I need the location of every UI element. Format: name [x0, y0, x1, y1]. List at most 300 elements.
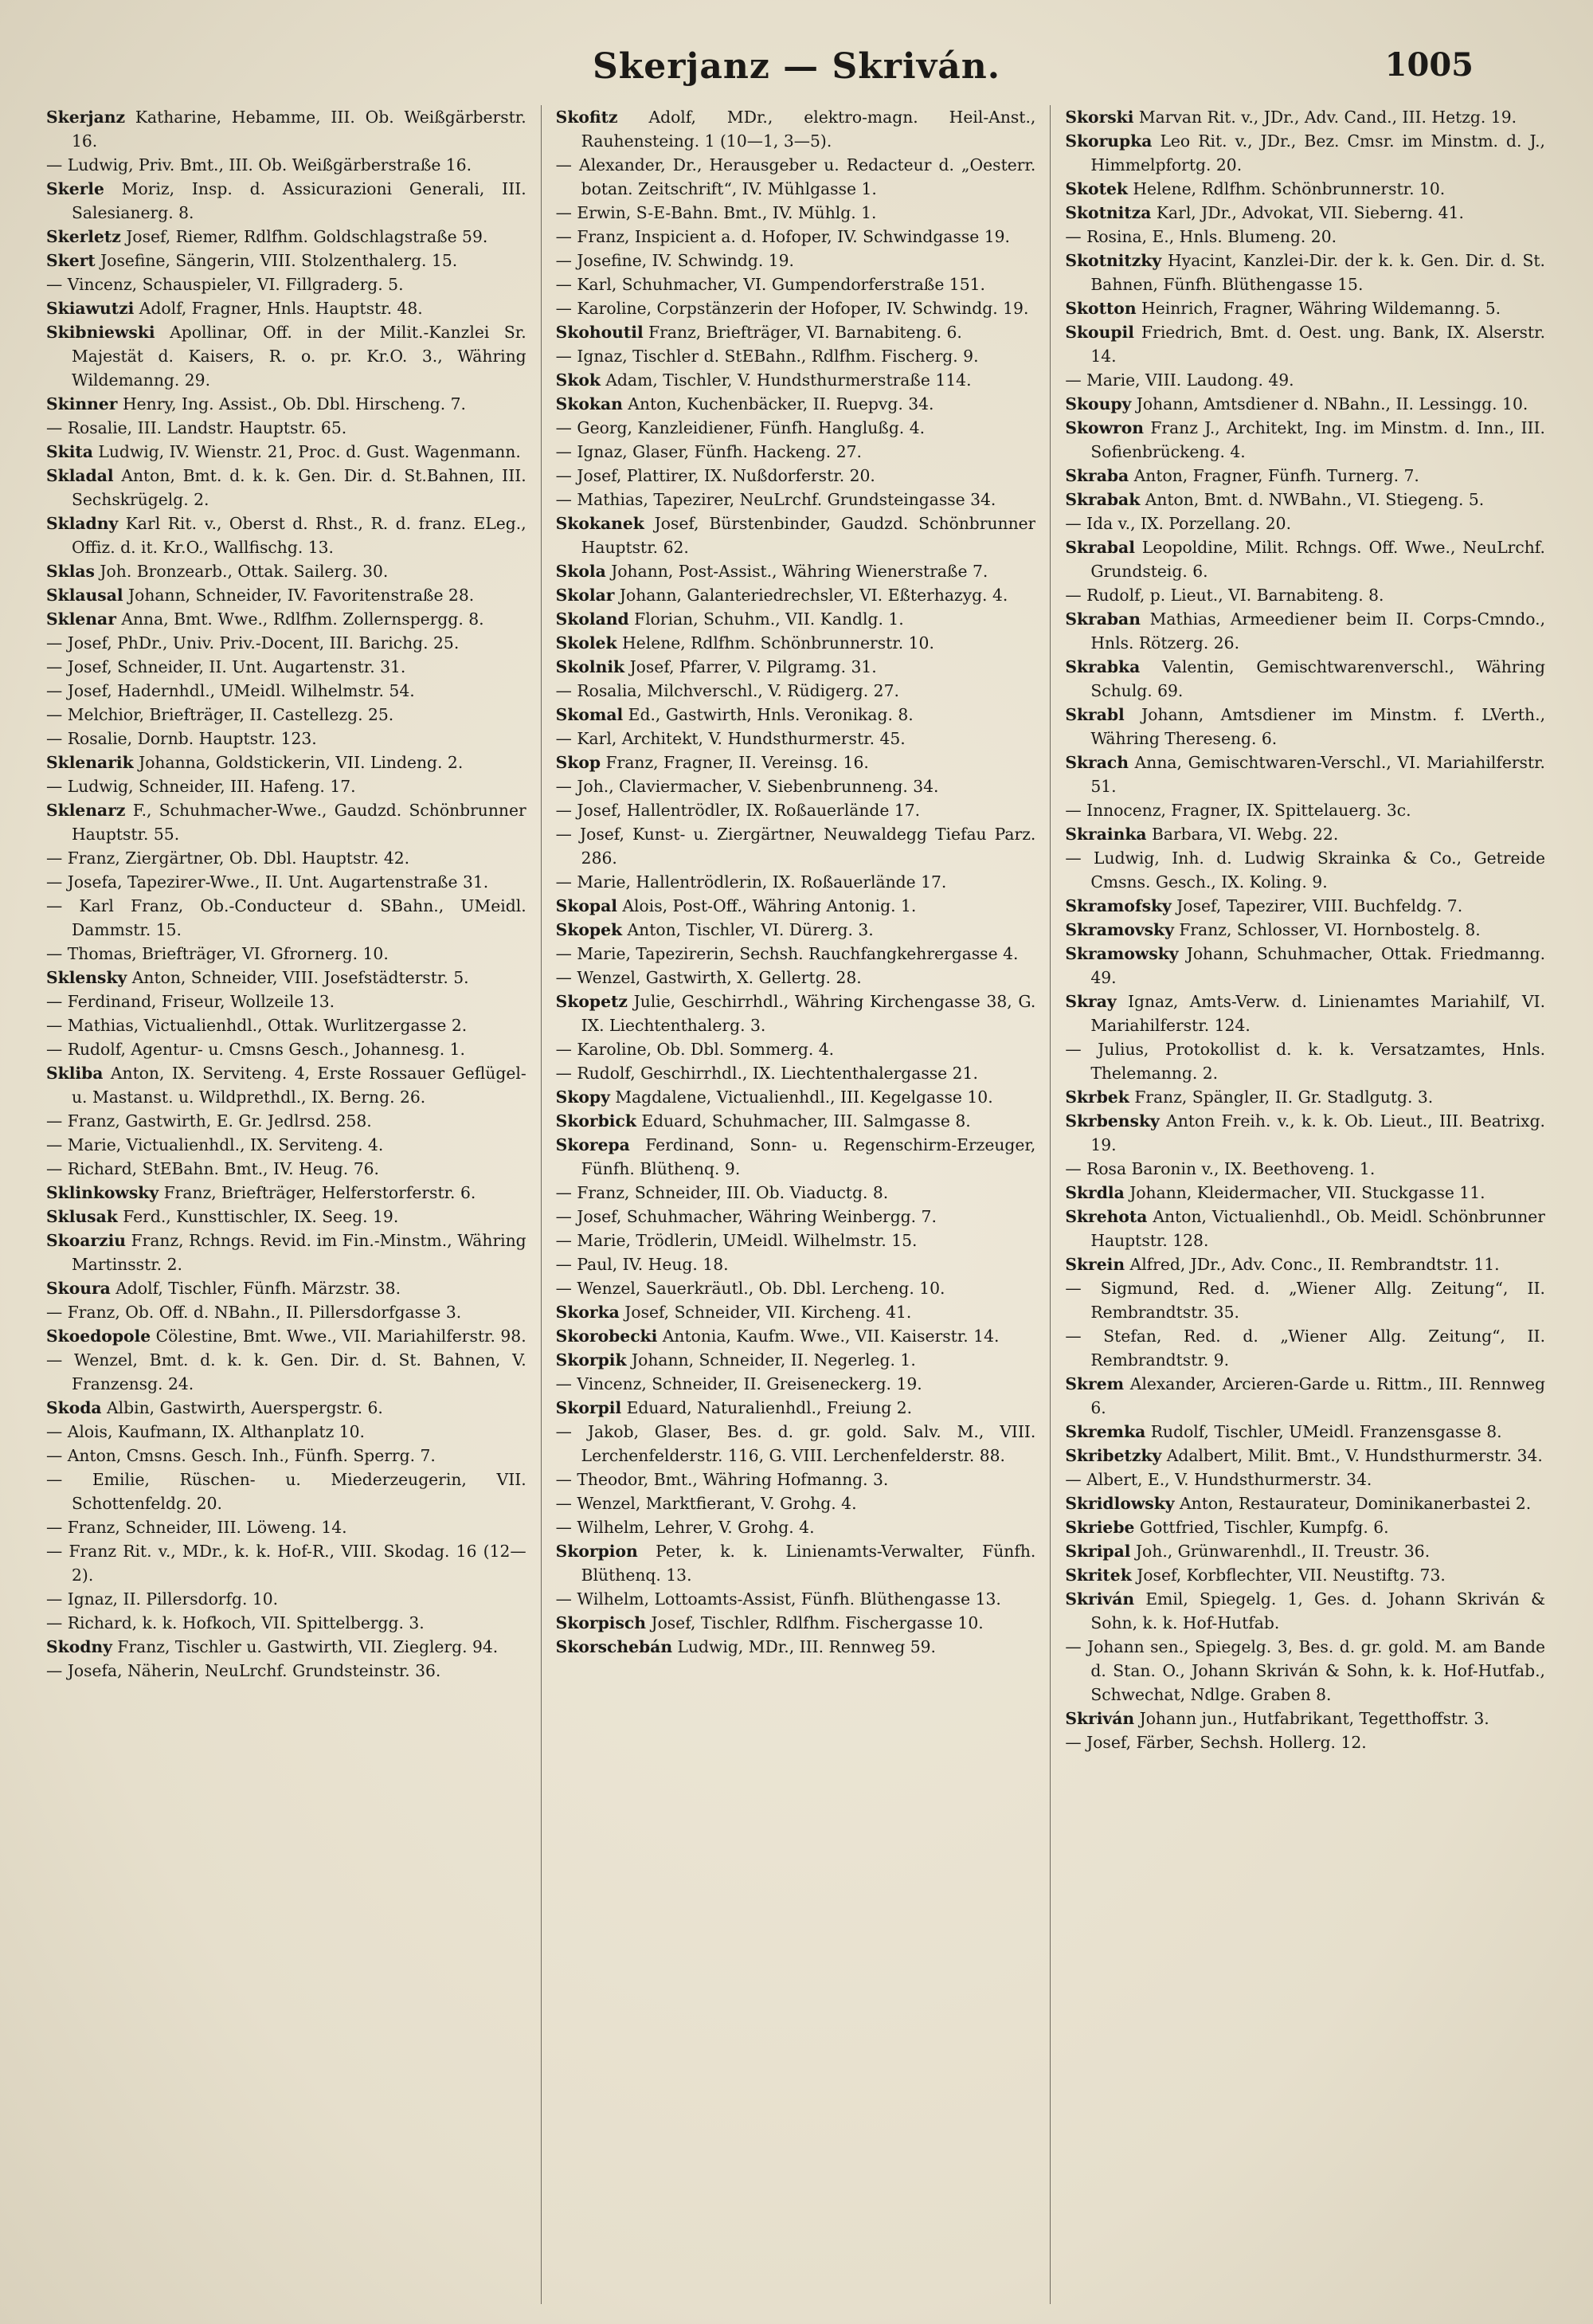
- directory-entry: [46, 774, 526, 798]
- entry-text: Anna, Bmt. Wwe., Rdlfhm. Zollernspergg. 8.: [121, 609, 484, 629]
- entry-text: — Rosalie, III. Landstr. Hauptstr. 65.: [46, 418, 347, 437]
- entry-text: Moriz, Insp. d. Assicurazioni Generali, III. Salesianerg. 8.: [72, 179, 526, 222]
- entry-text: Adolf, Fragner, Hnls. Hauptstr. 48.: [139, 299, 423, 318]
- entry-surname: Skofitz: [555, 108, 618, 127]
- entry-surname: Skopy: [555, 1088, 610, 1107]
- directory-entry: [1065, 1372, 1545, 1420]
- directory-entry: [46, 607, 526, 631]
- entry-surname: Skola: [555, 562, 606, 581]
- directory-entry: [556, 583, 1036, 607]
- entry-text: — Rosalie, Dornb. Hauptstr. 123.: [46, 729, 317, 748]
- entry-surname: Skolnik: [555, 657, 625, 676]
- entry-text: — Ferdinand, Friseur, Wollzeile 13.: [46, 992, 335, 1011]
- entry-surname: Skrabka: [1065, 657, 1141, 676]
- entry-text: — Erwin, S-E-Bahn. Bmt., IV. Mühlg. 1.: [555, 203, 877, 222]
- entry-text: — Julius, Protokollist d. k. k. Versatzamtes, Hnls. Thelemanng. 2.: [1065, 1040, 1546, 1083]
- entry-text: Johann, Schneider, IV. Favoritenstraße 28.: [128, 586, 475, 605]
- directory-entry: [1065, 918, 1545, 942]
- entry-text: Friedrich, Bmt. d. Oest. ung. Bank, IX. Alserstr. 14.: [1090, 323, 1546, 366]
- entry-text: — Marie, Trödlerin, UMeidl. Wilhelmstr. 15.: [555, 1231, 918, 1250]
- directory-entry: [556, 607, 1036, 631]
- entry-text: Adolf, Tischler, Fünfh. Märzstr. 38.: [115, 1279, 401, 1298]
- directory-entry: [1065, 392, 1545, 416]
- entry-text: Albin, Gastwirth, Auerspergstr. 6.: [107, 1398, 383, 1417]
- entry-text: Franz, Spängler, II. Gr. Stadlgutg. 3.: [1134, 1088, 1434, 1107]
- entry-text: Hyacint, Kanzlei-Dir. der k. k. Gen. Dir. d. St. Bahnen, Fünfh. Blüthengasse 15.: [1090, 251, 1546, 294]
- entry-text: Barbara, VI. Webg. 22.: [1151, 825, 1339, 844]
- entry-text: Franz, Fragner, II. Vereinsg. 16.: [605, 753, 869, 772]
- entry-text: — Stefan, Red. d. „Wiener Allg. Zeitung“, II. Rembrandtstr. 9.: [1065, 1327, 1546, 1370]
- directory-entry: [556, 1515, 1036, 1539]
- entry-text: Anton, Victualienhdl., Ob. Meidl. Schönbrunner Hauptstr. 128.: [1090, 1207, 1546, 1250]
- entry-text: F., Schuhmacher-Wwe., Gaudzd. Schönbrunner Hauptstr. 55.: [72, 801, 526, 844]
- entry-text: Marvan Rit. v., JDr., Adv. Cand., III. Hetzg. 19.: [1138, 108, 1517, 127]
- entry-surname: Sklenarik: [46, 753, 134, 772]
- directory-entry: [46, 559, 526, 583]
- directory-entry: [556, 368, 1036, 392]
- entry-surname: Skita: [46, 442, 93, 461]
- entry-text: — Ignaz, Glaser, Fünfh. Hackeng. 27.: [555, 442, 862, 461]
- entry-text: Franz J., Architekt, Ing. im Minstm. d. Inn., III. Sofienbrückeng. 4.: [1090, 418, 1545, 461]
- entry-surname: Skorpion: [555, 1542, 638, 1561]
- entry-surname: Skert: [46, 251, 96, 270]
- entry-surname: Skerle: [46, 179, 104, 198]
- entry-surname: Skrabak: [1065, 490, 1141, 509]
- entry-text: Johanna, Goldstickerin, VII. Lindeng. 2.: [139, 753, 464, 772]
- entry-text: — Josefa, Näherin, NeuLrchf. Grundsteinstr. 36.: [46, 1661, 441, 1680]
- entry-surname: Skraban: [1065, 609, 1141, 629]
- entry-surname: Skripal: [1065, 1542, 1131, 1561]
- entry-surname: Sklausal: [46, 586, 123, 605]
- entry-text: Helene, Rdlfhm. Schönbrunnerstr. 10.: [1133, 179, 1446, 198]
- page-header: [0, 46, 1593, 102]
- entry-surname: Skotton: [1065, 299, 1137, 318]
- entry-text: — Sigmund, Red. d. „Wiener Allg. Zeitung“, II. Rembrandtstr. 35.: [1065, 1279, 1546, 1322]
- entry-surname: Skliba: [46, 1064, 104, 1083]
- entry-text: Alfred, JDr., Adv. Conc., II. Rembrandtstr. 11.: [1129, 1255, 1500, 1274]
- entry-text: — Theodor, Bmt., Währing Hofmanng. 3.: [555, 1470, 889, 1489]
- column-1: [46, 105, 526, 2304]
- directory-entry: [556, 798, 1036, 822]
- entry-surname: Skorka: [555, 1303, 620, 1322]
- directory-entry: [1065, 1205, 1545, 1252]
- entry-text: — Josef, Hadernhdl., UMeidl. Wilhelmstr. 54.: [46, 681, 415, 700]
- entry-text: Franz, Tischler u. Gastwirth, VII. Zieglerg. 94.: [117, 1637, 499, 1656]
- directory-entry: [556, 894, 1036, 918]
- entry-text: Gottfried, Tischler, Kumpfg. 6.: [1139, 1518, 1389, 1537]
- entry-surname: Skok: [555, 370, 601, 390]
- entry-text: — Wilhelm, Lehrer, V. Grohg. 4.: [555, 1518, 815, 1537]
- directory-entry: [46, 440, 526, 464]
- column-3: [1065, 105, 1545, 2304]
- entry-columns: [46, 105, 1545, 2304]
- entry-surname: Skramovsky: [1065, 920, 1174, 939]
- entry-surname: Skorupka: [1065, 131, 1153, 151]
- directory-entry: [46, 990, 526, 1013]
- entry-text: Eduard, Naturalienhdl., Freiung 2.: [626, 1398, 913, 1417]
- entry-text: — Marie, Victualienhdl., IX. Serviteng. 4.: [46, 1135, 384, 1154]
- directory-entry: [46, 1444, 526, 1468]
- directory-entry: [46, 1109, 526, 1133]
- directory-entry: [556, 966, 1036, 990]
- directory-entry: [556, 153, 1036, 201]
- directory-entry: [46, 272, 526, 296]
- directory-entry: [1065, 511, 1545, 535]
- entry-surname: Skopal: [555, 896, 617, 915]
- entry-text: Florian, Schuhm., VII. Kandlg. 1.: [634, 609, 904, 629]
- directory-entry: [556, 679, 1036, 703]
- directory-entry: [1065, 1730, 1545, 1754]
- directory-entry: [556, 870, 1036, 894]
- directory-entry: [1065, 583, 1545, 607]
- entry-text: — Karoline, Corpstänzerin der Hofoper, IV. Schwindg. 19.: [555, 299, 1029, 318]
- entry-text: Heinrich, Fragner, Währing Wildemanng. 5.: [1141, 299, 1501, 318]
- entry-text: — Ida v., IX. Porzellang. 20.: [1065, 514, 1292, 533]
- entry-surname: Skribetzky: [1065, 1446, 1162, 1465]
- entry-surname: Skoda: [46, 1398, 102, 1417]
- entry-text: Franz, Briefträger, VI. Barnabiteng. 6.: [648, 323, 962, 342]
- entry-text: Anton, Bmt. d. NWBahn., VI. Stiegeng. 5.: [1145, 490, 1485, 509]
- entry-text: Karl, JDr., Advokat, VII. Sieberng. 41.: [1156, 203, 1464, 222]
- entry-surname: Skodny: [46, 1637, 112, 1656]
- entry-text: — Richard, StEBahn. Bmt., IV. Heug. 76.: [46, 1159, 379, 1178]
- entry-text: — Jakob, Glaser, Bes. d. gr. gold. Salv. M., VIII. Lerchenfelderstr. 116, G. VIII. Lerchenfelderstr. 88.: [555, 1422, 1036, 1465]
- entry-text: Johann, Amtsdiener im Minstm. f. LVerth., Währing Thereseng. 6.: [1090, 705, 1546, 748]
- entry-text: Josef, Tischler, Rdlfhm. Fischergasse 10.: [651, 1613, 984, 1632]
- entry-surname: Sklensky: [46, 968, 127, 987]
- entry-surname: Skrainka: [1065, 825, 1147, 844]
- entry-text: Antonia, Kaufm. Wwe., VII. Kaiserstr. 14.: [662, 1327, 1000, 1346]
- entry-surname: Skorbick: [555, 1111, 636, 1131]
- entry-surname: Skomal: [555, 705, 624, 724]
- entry-text: — Wenzel, Bmt. d. k. k. Gen. Dir. d. St. Bahnen, V. Franzensg. 24.: [46, 1350, 526, 1393]
- entry-text: — Josef, Plattirer, IX. Nußdorferstr. 20.: [555, 466, 875, 485]
- directory-entry: [1065, 464, 1545, 488]
- directory-entry: [556, 631, 1036, 655]
- entry-text: Ferdinand, Sonn- u. Regenschirm-Erzeuger, Fünfh. Blüthenq. 9.: [581, 1135, 1036, 1178]
- entry-surname: Skritek: [1065, 1566, 1132, 1585]
- entry-text: — Karl, Architekt, V. Hundsthurmerstr. 45.: [555, 729, 906, 748]
- entry-text: — Mathias, Victualienhdl., Ottak. Wurlitzergasse 2.: [46, 1016, 468, 1035]
- directory-entry: [1065, 535, 1545, 583]
- directory-entry: [556, 440, 1036, 464]
- directory-entry: [556, 392, 1036, 416]
- directory-entry: [556, 1587, 1036, 1611]
- entry-text: — Marie, Hallentrödlerin, IX. Roßauerlände 17.: [555, 872, 947, 892]
- directory-entry: [1065, 750, 1545, 798]
- directory-entry: [556, 918, 1036, 942]
- entry-surname: Skotek: [1065, 179, 1128, 198]
- directory-entry: [46, 1133, 526, 1157]
- directory-entry: [556, 727, 1036, 750]
- directory-entry: [46, 1276, 526, 1300]
- entry-text: Josefine, Sängerin, VIII. Stolzenthalerg. 15.: [100, 251, 458, 270]
- directory-entry: [46, 1587, 526, 1611]
- entry-surname: Skorepa: [555, 1135, 630, 1154]
- entry-surname: Sklenarz: [46, 801, 126, 820]
- entry-text: Anton, Restaurateur, Dominikanerbastei 2.: [1180, 1494, 1532, 1513]
- entry-text: — Paul, IV. Heug. 18.: [555, 1255, 729, 1274]
- entry-text: Magdalene, Victualienhdl., III. Kegelgasse 10.: [615, 1088, 993, 1107]
- directory-entry: [1065, 129, 1545, 177]
- entry-text: — Franz, Gastwirth, E. Gr. Jedlrsd. 258.: [46, 1111, 372, 1131]
- directory-entry: [46, 1515, 526, 1539]
- entry-text: Adam, Tischler, V. Hundsthurmerstraße 114.: [605, 370, 972, 390]
- directory-entry: [556, 344, 1036, 368]
- directory-entry: [1065, 1085, 1545, 1109]
- entry-text: Karl Rit. v., Oberst d. Rhst., R. d. franz. ELeg., Offiz. d. it. Kr.O., Wallfischg. 13.: [72, 514, 526, 557]
- entry-text: Josef, Bürstenbinder, Gaudzd. Schönbrunner Hauptstr. 62.: [581, 514, 1036, 557]
- entry-text: — Ludwig, Priv. Bmt., III. Ob. Weißgärberstraße 16.: [46, 155, 472, 174]
- directory-entry: [1065, 1515, 1545, 1539]
- column-2: [556, 105, 1036, 2304]
- entry-text: — Josefine, IV. Schwindg. 19.: [555, 251, 794, 270]
- directory-entry: [1065, 1252, 1545, 1276]
- directory-entry: [46, 1539, 526, 1587]
- entry-text: Anton, Tischler, VI. Dürerg. 3.: [627, 920, 874, 939]
- directory-entry: [556, 774, 1036, 798]
- entry-surname: Skrehota: [1065, 1207, 1148, 1226]
- entry-text: Franz, Schlosser, VI. Hornbostelg. 8.: [1179, 920, 1481, 939]
- directory-entry: [556, 1324, 1036, 1348]
- entry-text: Rudolf, Tischler, UMeidl. Franzensgasse 8.: [1150, 1422, 1502, 1441]
- directory-entry: [46, 1396, 526, 1420]
- entry-text: — Thomas, Briefträger, VI. Gfrornerg. 10.: [46, 944, 389, 963]
- directory-entry: [1065, 1539, 1545, 1563]
- directory-entry: [46, 727, 526, 750]
- directory-entry: [1065, 798, 1545, 822]
- directory-entry: [1065, 1109, 1545, 1157]
- entry-text: Emil, Spiegelg. 1, Ges. d. Johann Skriván & Sohn, k. k. Hof-Hutfab.: [1090, 1589, 1546, 1632]
- entry-text: — Karl Franz, Ob.-Conducteur d. SBahn., UMeidl. Dammstr. 15.: [46, 896, 526, 939]
- directory-entry: [46, 1205, 526, 1229]
- entry-surname: Skop: [555, 753, 601, 772]
- directory-entry: [556, 296, 1036, 320]
- entry-text: — Karl, Schuhmacher, VI. Gumpendorferstraße 151.: [555, 275, 985, 294]
- directory-entry: [556, 655, 1036, 679]
- entry-text: — Anton, Cmsns. Gesch. Inh., Fünfh. Sperrg. 7.: [46, 1446, 436, 1465]
- entry-text: — Franz, Schneider, III. Löweng. 14.: [46, 1518, 347, 1537]
- entry-text: Katharine, Hebamme, III. Ob. Weißgärberstr. 16.: [72, 108, 526, 151]
- entry-surname: Skoedopole: [46, 1327, 151, 1346]
- entry-text: Mathias, Armeediener beim II. Corps-Cmndo., Hnls. Rötzerg. 26.: [1090, 609, 1546, 653]
- entry-text: — Wenzel, Sauerkräutl., Ob. Dbl. Lercheng. 10.: [555, 1279, 945, 1298]
- entry-text: Josef, Tapezirer, VIII. Buchfeldg. 7.: [1176, 896, 1463, 915]
- directory-entry: [1065, 201, 1545, 225]
- entry-text: Johann, Schuhmacher, Ottak. Friedmanng. 49.: [1090, 944, 1546, 987]
- directory-entry: [1065, 1324, 1545, 1372]
- directory-entry: [556, 1372, 1036, 1396]
- directory-entry: [1065, 177, 1545, 201]
- entry-surname: Skerjanz: [46, 108, 126, 127]
- directory-entry: [1065, 1276, 1545, 1324]
- entry-text: — Wilhelm, Lottoamts-Assist, Fünfh. Blüthengasse 13.: [555, 1589, 1001, 1609]
- directory-entry: [556, 1468, 1036, 1491]
- directory-entry: [46, 1229, 526, 1276]
- directory-entry: [46, 225, 526, 249]
- entry-text: — Ignaz, Tischler d. StEBahn., Rdlfhm. Fischerg. 9.: [555, 347, 979, 366]
- entry-text: Adolf, MDr., elektro-magn. Heil-Anst., Rauhensteing. 1 (10—1, 3—5).: [581, 108, 1036, 151]
- entry-surname: Skopetz: [555, 992, 628, 1011]
- directory-entry: [556, 1635, 1036, 1659]
- directory-entry: [46, 750, 526, 774]
- directory-entry: [556, 201, 1036, 225]
- entry-text: Johann, Amtsdiener d. NBahn., II. Lessingg. 10.: [1136, 394, 1528, 413]
- entry-text: Johann, Kleidermacher, VII. Stuckgasse 11.: [1129, 1183, 1485, 1202]
- entry-text: Josef, Schneider, VII. Kircheng. 41.: [624, 1303, 912, 1322]
- directory-entry: [1065, 1707, 1545, 1730]
- directory-entry: [556, 1491, 1036, 1515]
- directory-entry: [556, 105, 1036, 153]
- entry-text: — Wenzel, Marktfierant, V. Grohg. 4.: [555, 1494, 857, 1513]
- directory-entry: [46, 846, 526, 870]
- directory-entry: [1065, 416, 1545, 464]
- entry-text: Franz, Briefträger, Helferstorferstr. 6.: [163, 1183, 476, 1202]
- entry-surname: Skramofsky: [1065, 896, 1172, 915]
- directory-entry: [556, 488, 1036, 511]
- entry-text: Helene, Rdlfhm. Schönbrunnerstr. 10.: [622, 633, 934, 653]
- entry-surname: Skladal: [46, 466, 114, 485]
- directory-entry: [46, 703, 526, 727]
- entry-surname: Skokanek: [555, 514, 644, 533]
- directory-entry: [1065, 607, 1545, 655]
- entry-text: — Marie, VIII. Laudong. 49.: [1065, 370, 1294, 390]
- directory-entry: [1065, 1468, 1545, 1491]
- entry-surname: Skolek: [555, 633, 617, 653]
- entry-text: Joh. Bronzearb., Ottak. Sailerg. 30.: [100, 562, 389, 581]
- directory-entry: [1065, 1444, 1545, 1468]
- entry-text: — Johann sen., Spiegelg. 3, Bes. d. gr. gold. M. am Bande d. Stan. O., Johann Skriván & Sohn, k. k. Hof-Hutfab., Schwechat, Ndlge. Graben 8.: [1065, 1637, 1546, 1704]
- entry-text: — Rosa Baronin v., IX. Beethoveng. 1.: [1065, 1159, 1376, 1178]
- directory-entry: [46, 1611, 526, 1635]
- entry-text: — Wenzel, Gastwirth, X. Gellertg. 28.: [555, 968, 862, 987]
- directory-entry: [46, 1157, 526, 1181]
- entry-text: — Ignaz, II. Pillersdorfg. 10.: [46, 1589, 279, 1609]
- directory-entry: [1065, 1491, 1545, 1515]
- directory-entry: [46, 511, 526, 559]
- directory-entry: [46, 1300, 526, 1324]
- directory-entry: [46, 631, 526, 655]
- directory-entry: [46, 870, 526, 894]
- entry-text: — Josef, PhDr., Univ. Priv.-Docent, III. Barichg. 25.: [46, 633, 460, 653]
- directory-entry: [1065, 894, 1545, 918]
- directory-entry: [556, 1109, 1036, 1133]
- column-divider: [1050, 105, 1051, 2304]
- entry-surname: Skridlowsky: [1065, 1494, 1175, 1513]
- directory-entry: [1065, 1037, 1545, 1085]
- entry-text: — Albert, E., V. Hundsthurmerstr. 34.: [1065, 1470, 1372, 1489]
- directory-entry: [556, 464, 1036, 488]
- directory-entry: [46, 392, 526, 416]
- directory-entry: [46, 1061, 526, 1109]
- entry-surname: Sklenar: [46, 609, 116, 629]
- entry-text: — Melchior, Briefträger, II. Castellezg. 25.: [46, 705, 394, 724]
- entry-text: — Rosina, E., Hnls. Blumeng. 20.: [1065, 227, 1337, 246]
- entry-surname: Skorski: [1065, 108, 1134, 127]
- directory-entry: [46, 1659, 526, 1683]
- directory-entry: [46, 583, 526, 607]
- entry-text: Henry, Ing. Assist., Ob. Dbl. Hirscheng. 7.: [122, 394, 466, 413]
- entry-text: Valentin, Gemischtwarenverschl., Währing Schulg. 69.: [1090, 657, 1546, 700]
- entry-text: Josef, Korbflechter, VII. Neustiftg. 73.: [1137, 1566, 1446, 1585]
- entry-text: Anton, Fragner, Fünfh. Turnerg. 7.: [1133, 466, 1419, 485]
- entry-surname: Skrach: [1065, 753, 1129, 772]
- entry-surname: Skrem: [1065, 1374, 1125, 1393]
- directory-entry: [556, 822, 1036, 870]
- directory-entry: [1065, 1420, 1545, 1444]
- entry-text: Ignaz, Amts-Verw. d. Linienamtes Mariahilf, VI. Mariahilferstr. 124.: [1090, 992, 1546, 1035]
- entry-surname: Skorpil: [555, 1398, 622, 1417]
- directory-entry: [1065, 703, 1545, 750]
- entry-text: — Franz, Ziergärtner, Ob. Dbl. Hauptstr. 42.: [46, 848, 410, 868]
- directory-entry: [1065, 105, 1545, 129]
- directory-entry: [1065, 1563, 1545, 1587]
- directory-entry: [1065, 488, 1545, 511]
- entry-text: Anton, Schneider, VIII. Josefstädterstr. 5.: [131, 968, 469, 987]
- directory-entry: [556, 1539, 1036, 1587]
- entry-surname: Skowron: [1065, 418, 1144, 437]
- entry-surname: Sklinkowsky: [46, 1183, 159, 1202]
- entry-text: Ferd., Kunsttischler, IX. Seeg. 19.: [123, 1207, 399, 1226]
- directory-entry: [1065, 320, 1545, 368]
- entry-text: — Rudolf, p. Lieut., VI. Barnabiteng. 8.: [1065, 586, 1384, 605]
- running-title: Skerjanz — Skriván.: [592, 46, 1001, 87]
- entry-surname: Sklusak: [46, 1207, 118, 1226]
- directory-entry: [556, 1276, 1036, 1300]
- entry-text: Cölestine, Bmt. Wwe., VII. Mariahilferstr. 98.: [155, 1327, 526, 1346]
- directory-entry: [46, 966, 526, 990]
- directory-entry: [46, 1468, 526, 1515]
- directory-entry: [46, 1324, 526, 1348]
- entry-text: Anton, IX. Serviteng. 4, Erste Rossauer Geflügel- u. Mastanst. u. Wildprethdl., IX. Berng. 26.: [72, 1064, 526, 1107]
- entry-text: — Richard, k. k. Hofkoch, VII. Spittelbergg. 3.: [46, 1613, 425, 1632]
- entry-text: — Ludwig, Schneider, III. Hafeng. 17.: [46, 777, 356, 796]
- directory-entry: [46, 105, 526, 153]
- entry-text: Josef, Riemer, Rdlfhm. Goldschlagstraße 59.: [126, 227, 488, 246]
- directory-entry: [46, 679, 526, 703]
- directory-entry: [556, 1611, 1036, 1635]
- entry-text: — Josef, Hallentrödler, IX. Roßauerlände 17.: [555, 801, 921, 820]
- entry-surname: Skoland: [555, 609, 629, 629]
- directory-entry: [556, 1300, 1036, 1324]
- entry-surname: Skoupy: [1065, 394, 1132, 413]
- entry-text: — Rosalia, Milchverschl., V. Rüdigerg. 27.: [555, 681, 899, 700]
- directory-entry: [1065, 942, 1545, 990]
- directory-entry: [1065, 1181, 1545, 1205]
- directory-entry: [46, 655, 526, 679]
- entry-text: — Rudolf, Geschirrhdl., IX. Liechtenthalergasse 21.: [555, 1064, 978, 1083]
- directory-entry: [46, 177, 526, 225]
- directory-entry: [46, 1013, 526, 1037]
- directory-entry: [556, 1229, 1036, 1252]
- entry-text: Julie, Geschirrhdl., Währing Kirchengasse 38, G. IX. Liechtenthalerg. 3.: [581, 992, 1036, 1035]
- entry-text: — Josef, Kunst- u. Ziergärtner, Neuwaldegg Tiefau Parz. 286.: [555, 825, 1036, 868]
- directory-entry: [46, 1348, 526, 1396]
- entry-surname: Skorschebán: [555, 1637, 673, 1656]
- entry-text: Adalbert, Milit. Bmt., V. Hundsthurmerstr. 34.: [1166, 1446, 1543, 1465]
- entry-text: — Mathias, Tapezirer, NeuLrchf. Grundsteingasse 34.: [555, 490, 996, 509]
- directory-entry: [46, 1037, 526, 1061]
- directory-entry: [46, 1635, 526, 1659]
- entry-text: Johann, Post-Assist., Währing Wienerstraße 7.: [611, 562, 988, 581]
- entry-text: Eduard, Schuhmacher, III. Salmgasse 8.: [641, 1111, 971, 1131]
- directory-entry: [556, 511, 1036, 559]
- entry-surname: Skrdla: [1065, 1183, 1125, 1202]
- directory-entry: [556, 1252, 1036, 1276]
- entry-text: Johann jun., Hutfabrikant, Tegetthoffstr. 3.: [1139, 1709, 1489, 1728]
- entry-text: Johann, Schneider, II. Negerleg. 1.: [631, 1350, 916, 1370]
- entry-text: Alois, Post-Off., Währing Antonig. 1.: [622, 896, 917, 915]
